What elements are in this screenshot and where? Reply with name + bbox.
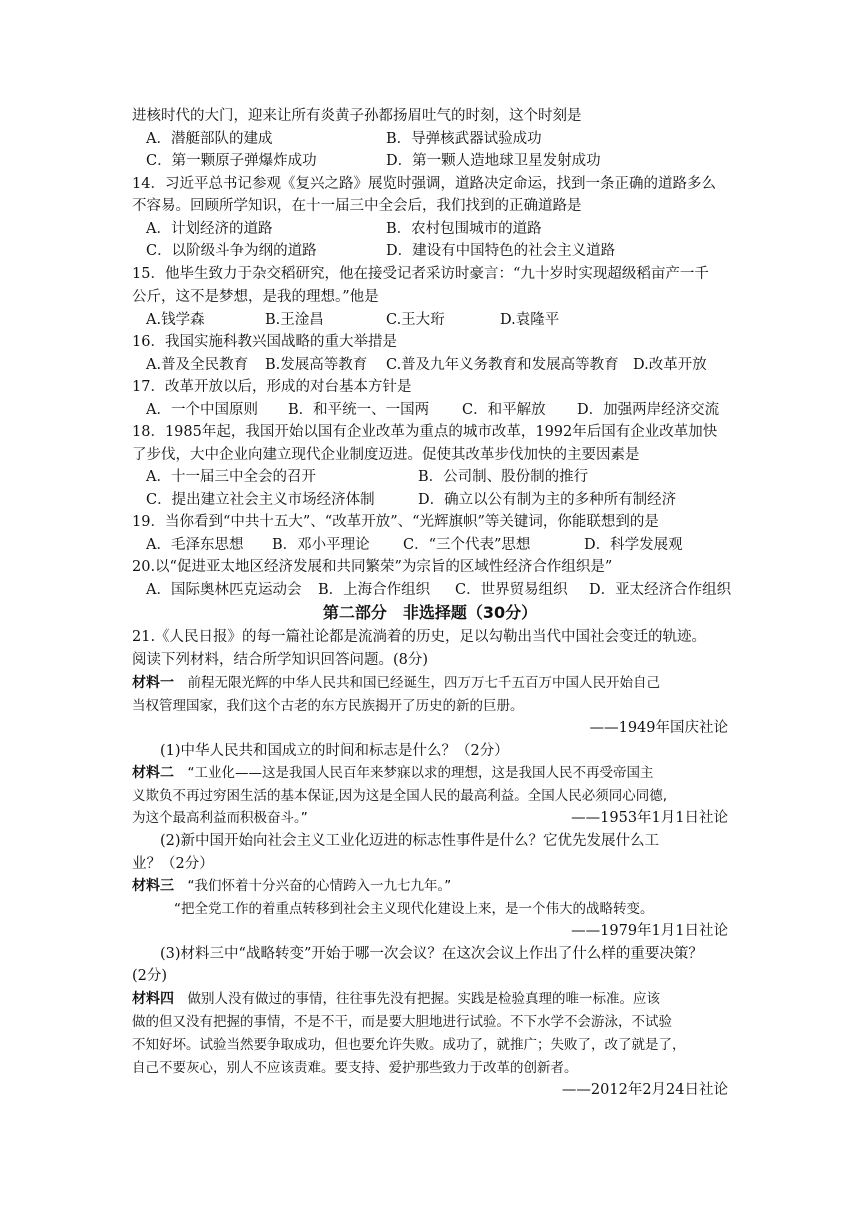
part2-heading: 第二部分 非选择题（30分） [322,603,538,622]
material4-line3: 不知好坏。试验当然要争取成功，但也要允许失败。成功了，就推广；失败了，改了就是了， [132,1037,686,1053]
material4-text: 做别人没有做过的事情，往往事先没有把握。实践是检验真理的唯一标准。应该 [174,991,660,1007]
q15-option-a: A.钱学森 [146,312,205,328]
q21-stem-line2: 阅读下列材料，结合所学知识回答问题。(8分) [132,652,429,668]
material3-line1 [132,876,451,896]
q17-option-c: C．和平解放 [462,402,546,418]
q14-option-b: B．农村包围城市的道路 [386,221,542,237]
question21-3-line2: (2分) [132,968,168,984]
q20-option-b: B．上海合作组织 [318,582,431,598]
material2-text: “工业化——这是我国人民百年来梦寐以求的理想，这是我国人民不再受帝国主 [174,765,654,781]
material2-line1 [132,763,654,783]
material2-label: 材料二 [132,765,174,781]
material2-line3: 为这个最高利益而积极奋斗。” [132,810,308,826]
q15-stem-line2: 公斤，这不是梦想，是我的理想。”他是 [132,289,379,305]
material3-text: “我们怀着十分兴奋的心情跨入一九七九年。” [174,878,452,894]
q19-stem: 19．当你看到“中共十五大”、“改革开放”、“光辉旗帜”等关键词，你能联想到的是 [132,514,659,530]
q19-option-a: A．毛泽东思想 [146,537,244,553]
material2-line2: 义欺负不再过穷困生活的基本保证,因为这是全国人民的最高利益。全国人民必须同心同德, [132,788,668,804]
material1-label: 材料一 [132,675,174,691]
q20-option-c: C．世界贸易组织 [455,582,568,598]
q18-option-d: D．确立以公有制为主的多种所有制经济 [418,492,677,508]
q13-option-b: B．导弹核武器试验成功 [386,131,542,147]
q16-stem: 16．我国实施科教兴国战略的重大举措是 [132,334,397,350]
q17-stem: 17．改革开放以后，形成的对台基本方针是 [132,379,412,395]
q14-stem-line2: 不容易。回顾所学知识，在十一届三中全会后，我们找到的正确道路是 [132,198,582,214]
q14-stem-line1: 14．习近平总书记参观《复兴之路》展览时强调，道路决定命运，找到一条正确的道路多么 [132,176,716,192]
q19-option-c: C．“三个代表”思想 [403,537,531,553]
material3-source: ——1979年1月1日社论 [571,923,728,939]
material2-source: ——1953年1月1日社论 [571,810,728,826]
q20-option-a: A．国际奥林匹克运动会 [146,582,302,598]
q18-stem-line2: 了步伐，大中企业向建立现代企业制度迈进。促使其改革步伐加快的主要因素是 [132,447,640,463]
question21-3-line1: (3)材料三中“战略转变”开始于哪一次会议？在这次会议上作出了什么样的重要决策？ [160,946,703,962]
q18-stem-line1: 18．1985年起，我国开始以国有企业改革为重点的城市改革，1992年后国有企业改革加快 [132,424,718,440]
q18-option-b: B．公司制、股份制的推行 [418,469,589,485]
material4-line4: 自己不要灰心，别人不应该责难。要支持、爱护那些致力于改革的创新者。 [132,1060,578,1076]
material4-source: ——2012年2月24日社论 [561,1082,728,1098]
material1-line1 [132,673,660,693]
q13-option-d: D．第一颗人造地球卫星发射成功 [386,153,601,169]
q17-option-d: D．加强两岸经济交流 [577,402,720,418]
q15-option-b: B.王淦昌 [265,312,324,328]
q18-option-a: A．十一届三中全会的召开 [146,469,316,485]
q15-option-c: C.王大珩 [386,312,445,328]
material4-label: 材料四 [132,991,174,1007]
q19-option-d: D．科学发展观 [584,537,683,553]
q17-option-b: B．和平统一、一国两 [288,402,430,418]
q14-option-c: C．以阶级斗争为纲的道路 [146,243,317,259]
material3-line2: “把全党工作的着重点转移到社会主义现代化建设上来，是一个伟大的战略转变。 [174,901,654,917]
q13-option-c: C．第一颗原子弹爆炸成功 [146,153,317,169]
q15-option-d: D.袁隆平 [500,312,560,328]
question21-2-line1: (2)新中国开始向社会主义工业化迈进的标志性事件是什么？它优先发展什么工 [160,833,660,849]
q16-option-a: A.普及全民教育 [146,357,249,373]
q18-option-c: C．提出建立社会主义市场经济体制 [146,492,375,508]
q20-stem: 20.以“促进亚太地区经济发展和共同繁荣”为宗旨的区域性经济合作组织是” [132,559,613,575]
q16-option-c: C.普及九年义务教育和发展高等教育 [386,357,619,373]
q13-stem: 进核时代的大门，迎来让所有炎黄子孙都扬眉吐气的时刻，这个时刻是 [132,108,582,124]
q13-option-a: A．潜艇部队的建成 [146,131,273,147]
question21-1: (1)中华人民共和国成立的时间和标志是什么？（2分） [160,743,509,759]
material1-line2: 当权管理国家，我们这个古老的东方民族揭开了历史的新的巨册。 [132,698,524,714]
q19-option-b: B．邓小平理论 [272,537,370,553]
q21-stem-line1: 21.《人民日报》的每一篇社论都是流淌着的历史，足以勾勒出当代中国社会变迁的轨迹。 [132,629,707,645]
material4-line2: 做的但又没有把握的事情，不是不干，而是要大胆地进行试验。不下水学不会游泳，不试验 [132,1014,672,1030]
material1-text: 前程无限光辉的中华人民共和国已经诞生，四万万七千五百万中国人民开始自己 [174,675,660,691]
question21-2-line2: 业？（2分） [132,856,214,872]
q16-option-d: D.改革开放 [633,357,707,373]
material4-line1 [132,989,660,1009]
q16-option-b: B.发展高等教育 [265,357,368,373]
material1-source: ——1949年国庆社论 [589,720,728,736]
q17-option-a: A．一个中国原则 [146,402,258,418]
q15-stem-line1: 15．他毕生致力于杂交稻研究，他在接受记者采访时豪言：“九十岁时实现超级稻亩产一千 [132,266,709,282]
q20-option-d: D．亚太经济合作组织 [589,582,732,598]
q14-option-a: A．计划经济的道路 [146,221,273,237]
q14-option-d: D．建设有中国特色的社会主义道路 [386,243,616,259]
material3-label: 材料三 [132,878,174,894]
